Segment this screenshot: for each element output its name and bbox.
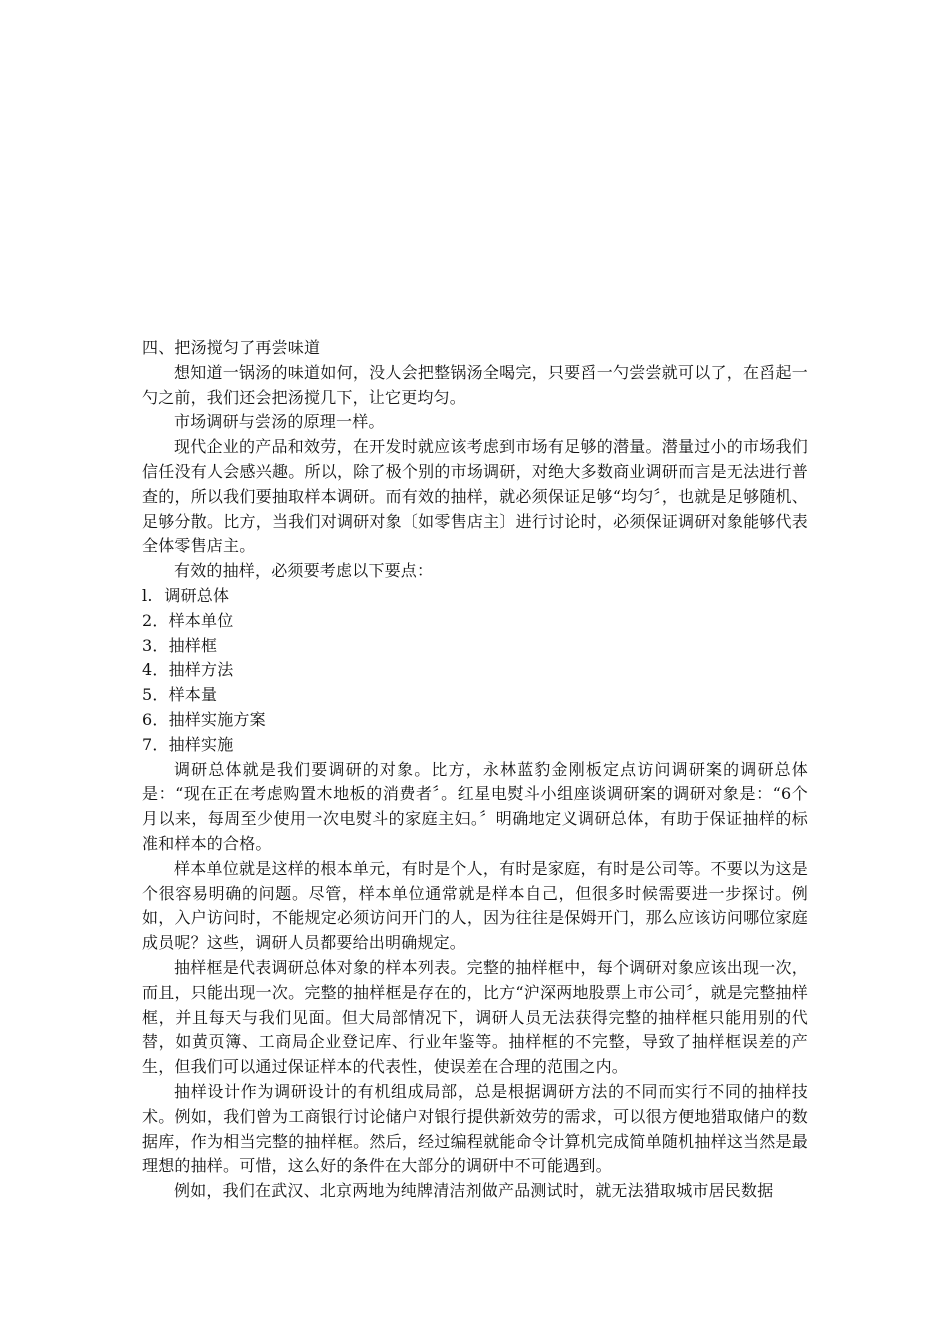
paragraph: 抽样设计作为调研设计的有机组成局部，总是根据调研方法的不同而实行不同的抽样技术。例如，我们曾为工商银行讨论储户对银行提供新效劳的需求，可以很方便地猎取储户的数据库，作为相当完整的抽样框。然后，经过编程就能命令计算机完成简单随机抽样这当然是最理想的抽样。可惜，这么好的条件在大部分的调研中不可能遇到。 [142,1081,808,1176]
list-number: 7． [142,734,169,754]
document-body [142,336,808,1204]
list-item [142,683,808,708]
list-item [142,609,808,634]
paragraph: 想知道一锅汤的味道如何，没人会把整锅汤全喝完，只要舀一勺尝尝就可以了，在舀起一勺之前，我们还会把汤搅几下，让它更均匀。 [142,362,808,407]
list-item [142,708,808,733]
paragraph: 抽样框是代表调研总体对象的样本列表。完整的抽样框中，每个调研对象应该出现一次，而且，只能出现一次。完整的抽样框是存在的，比方“沪深两地股票上市公司〞，就是完整抽样框，并且每天与我们见面。但大局部情况下，调研人员无法获得完整的抽样框只能用别的代替，如黄页簿、工商局企业登记库、行业年鉴等。抽样框的不完整，导致了抽样框误差的产生，但我们可以通过保证样本的代表性，使误差在合理的范围之内。 [142,957,808,1077]
paragraph: 调研总体就是我们要调研的对象。比方，永林蓝豹金刚板定点访问调研案的调研总体是：“现在正在考虑购置木地板的消费者〞。红星电熨斗小组座谈调研案的调研对象是：“6个月以来，每周至少使用一次电熨斗的家庭主妇。〞明确地定义调研总体，有助于保证抽样的标准和样本的合格。 [142,759,808,853]
list-number: l. [142,585,153,605]
list-number: 6． [142,709,169,729]
section-heading: 四、把汤搅匀了再尝味道 [142,338,321,357]
list-text: 抽样方法 [168,660,234,680]
paragraph: 例如，我们在武汉、北京两地为纯牌清洁剂做产品测试时，就无法猎取城市居民数据 [174,1181,774,1201]
list-number: 3． [142,635,169,655]
list-item [142,634,808,659]
list-number: 2． [142,610,169,630]
paragraph: 有效的抽样，必须要考虑以下要点： [174,561,434,581]
list-text: 抽样框 [168,635,218,655]
list-number: 5． [142,685,169,705]
list-item [142,658,808,683]
list-text: 样本量 [168,685,218,705]
paragraph: 样本单位就是这样的根本单元，有时是个人，有时是家庭，有时是公司等。不要以为这是个很容易明确的问题。尽管，样本单位通常就是样本自己，但很多时候需要进一步探讨。例如，入户访问时，不能规定必须访问开门的人，因为往往是保姆开门，那么应该访问哪位家庭成员呢？这些，调研人员都要给出明确规定。 [142,858,808,953]
list-number: 4． [142,660,169,680]
list-item [142,733,808,758]
list-text: 样本单位 [168,610,234,630]
list-item [142,584,808,609]
list-text: 调研总体 [164,585,230,605]
list-text: 抽样实施 [168,734,234,754]
paragraph: 市场调研与尝汤的原理一样。 [174,412,385,432]
paragraph: 现代企业的产品和效劳，在开发时就应该考虑到市场有足够的潜量。潜量过小的市场我们信任没有人会感兴趣。所以，除了极个别的市场调研，对绝大多数商业调研而言是无法进行普查的，所以我们要抽取样本调研。而有效的抽样，就必须保证足够“均匀〞，也就是足够随机、足够分散。比方，当我们对调研对象〔如零售店主〕进行讨论时，必须保证调研对象能够代表全体零售店主。 [142,437,808,556]
list-text: 抽样实施方案 [168,709,266,729]
